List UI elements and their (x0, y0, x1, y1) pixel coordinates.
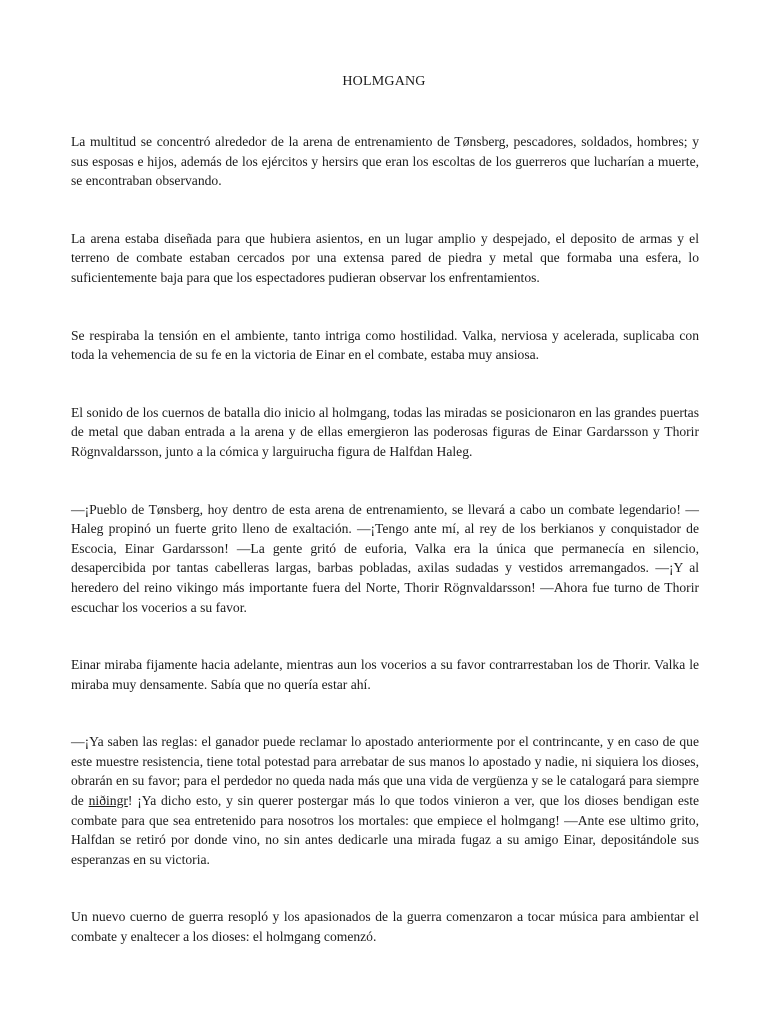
paragraph-7-text-after: ! ¡Ya dicho esto, y sin querer postergar más lo que todos vinieron a ver, que los dioses bendigan este combate para que sea entretenido para nosotros los mortales: que empiece el holmgang! —Ante ese ultimo grito, Halfdan se retiró por donde vino, no sin antes dedicarle una mirada fugaz a su amigo Einar, depositándole sus esperanzas en su victoria. (71, 793, 700, 867)
paragraph-7-text-before: —¡Ya saben las reglas: el ganador puede reclamar lo apostado anteriormente por el contrincante, y en caso de que este muestre resistencia, tiene total potestad para arrebatar de sus manos lo apostado y nadie, ni siquiera los dioses, obrarán en su favor; para el perdedor no queda nada más que una vida de vergüenza y se le catalogará para siempre de (71, 734, 699, 809)
document-body (71, 132, 699, 947)
paragraph-1: La multitud se concentró alrededor de la arena de entrenamiento de Tønsberg, pescadores, soldados, hombres; y sus esposas e hijos, además de los ejércitos y hersirs que eran los escoltas de los guerreros que lucharían a muerte, se encontraban observando. (71, 134, 699, 189)
paragraph-4: El sonido de los cuernos de batalla dio inicio al holmgang, todas las miradas se posicionaron en las grandes puertas de metal que daban entrada a la arena y de ellas emergieron las poderosas figuras de Einar Gardarsson y Thorir Rögnvaldarsson, junto a la cómica y larguirucha figura de Halfdan Haleg. (71, 404, 699, 459)
paragraph-8: Un nuevo cuerno de guerra resopló y los apasionados de la guerra comenzaron a tocar música para ambientar el combate y enaltecer a los dioses: el holmgang comenzó. (71, 909, 699, 945)
paragraph-7 (71, 732, 699, 869)
document-title: HOLMGANG (342, 74, 426, 89)
paragraph-2: La arena estaba diseñada para que hubiera asientos, en un lugar amplio y despejado, el deposito de armas y el terreno de combate estaban cercados por una extensa pared de piedra y metal que formaba una esfera, lo suficientemente baja para que los espectadores pudieran observar los enfrentamientos. (71, 230, 699, 285)
paragraph-6: Einar miraba fijamente hacia adelante, mientras aun los vocerios a su favor contrarrestaban los de Thorir. Valka le miraba muy densamente. Sabía que no quería estar ahí. (71, 657, 699, 692)
underlined-word: niðingr (88, 793, 128, 809)
paragraph-3: Se respiraba la tensión en el ambiente, tanto intriga como hostilidad. Valka, nerviosa y acelerada, suplicaba con toda la vehemencia de su fe en la victoria de Einar en el combate, estaba muy ansiosa. (71, 327, 699, 363)
paragraph-5: —¡Pueblo de Tønsberg, hoy dentro de esta arena de entrenamiento, se llevará a cabo un combate legendario! —Haleg propinó un fuerte grito lleno de exaltación. —¡Tengo ante mí, al rey de los berkianos y conquistador de Escocia, Einar Gardarsson! —La gente gritó de euforia, Valka era la única que permanecía en silencio, desapercibida por tantas cabelleras largas, barbas pobladas, axilas sudadas y vestidos arremangados. —¡Y al heredero del reino vikingo más importante fuera del Norte, Thorir Rögnvaldarsson! —Ahora fue turno de Thorir escuchar los vocerios a su favor. (71, 501, 699, 615)
